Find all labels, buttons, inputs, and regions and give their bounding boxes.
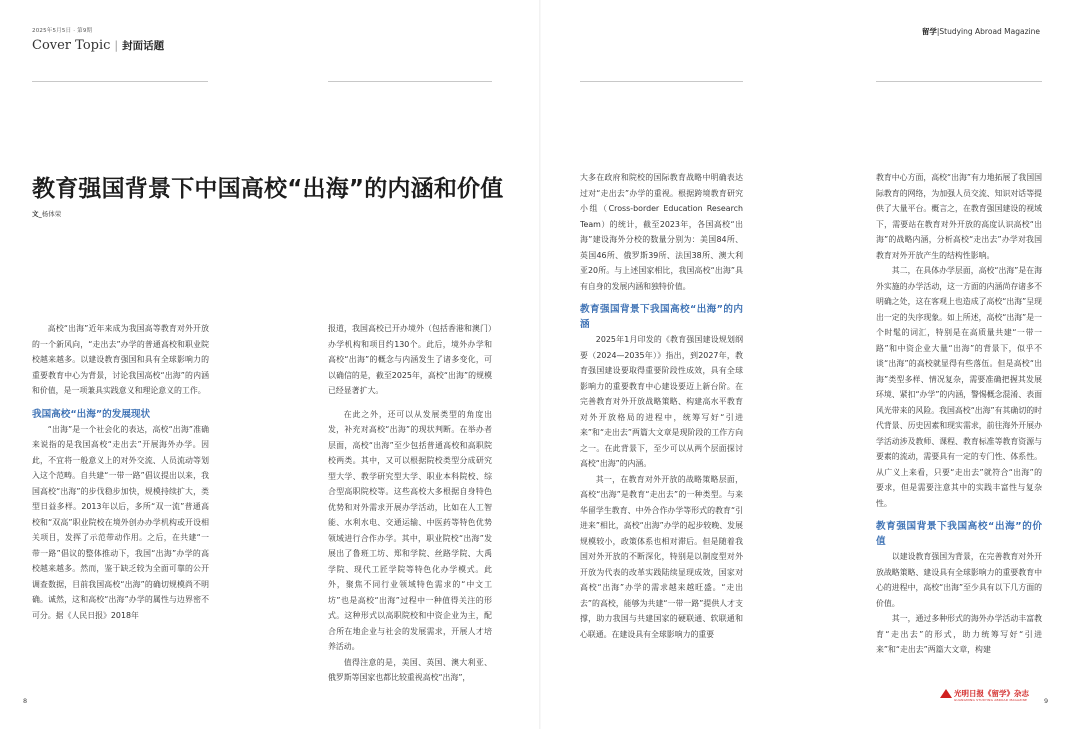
section-heading: 教育强国背景下我国高校“出海”的内涵 [580, 304, 743, 330]
text-column-1 [32, 321, 209, 688]
paragraph: 高校“出海”近年来成为我国高等教育对外开放的一个新风向，“走出去”办学的普通高校和职业院校越来越多。以建设教育强国和具有全球影响力的重要教育中心为背景，讨论我国高校“出海”的内涵和价值，是一项兼具实践意义和理论意义的工作。 [32, 324, 209, 395]
footer-brand-name: 光明日报《留学》杂志 [954, 689, 1029, 698]
section-heading: 教育强国背景下我国高校“出海”的价值 [876, 521, 1042, 547]
paragraph: 其二，在具体办学层面，高校“出海”是在海外实施的办学活动，这一方面的内涵尚存诸多不明确之处，这在客观上也造成了高校“出海”呈现出一定的失序现象。如上所述，高校“出海”是一个时髦的词汇，特别是在高质量共建“一带一路”和中资企业大量“出海”的背景下，似乎不谈“出海”的高校就显得有些落伍。但是高校“出海”类型多样、情况复杂，需要准确把握其发展环境、紧扣“办学”的内涵，警惕概念混淆、表面风光带来的风险。我国高校“出海”有其确切的时代背景、历史因素和现实需求，前往海外开展办学活动涉及教师、课程、教育标准等教育资源与要素的流动，需要具有一定的专门性、体系性。从广义上来看，只要“走出去”就符合“出海”的要求，但是需要注意其中的实践丰富性与复杂性。 [876, 266, 1042, 508]
section-separator: | [114, 39, 119, 52]
section-title-cn: 封面话题 [122, 40, 165, 52]
magazine-name: Studying Abroad Magazine [939, 27, 1040, 36]
author-label: 文_ [32, 210, 42, 218]
paragraph: 报道，我国高校已开办境外（包括香港和澳门）办学机构和项目约130个。此后，境外办学和高校“出海”的概念与内涵发生了诸多变化，可以确信的是，截至2025年，高校“出海”的规模已经显著扩大。 [328, 324, 492, 395]
paragraph: 以建设教育强国为背景，在完善教育对外开放战略策略、建设具有全球影响力的重要教育中心的进程中，高校“出海”至少具有以下几方面的价值。 [876, 552, 1042, 608]
author-line [32, 209, 61, 218]
footer-brand-subtitle: GUANGMING STUDYING ABROAD MAGAZINE [954, 698, 1028, 702]
issue-date: 2025年5月5日 · 第9期 [32, 28, 93, 34]
section-heading: 我国高校“出海”的发展现状 [32, 408, 151, 420]
section-header [32, 38, 164, 53]
paragraph: “出海”是一个社会化的表达，高校“出海”准确来说指的是我国高校“走出去”开展海外办学。因此，不宜将一般意义上的对外交流、人员流动等划入这个范畴。自共建“一带一路”倡议提出以来，我国高校“出海”的步伐稳步加快，规模持续扩大，类型日益多样。2013年以后，多所“双一流”普通高校和“双高”职业院校在境外创办办学机构或开设相关项目，发挥了示范带动作用。之后，在共建“一带一路”倡议的整体推动下，我国“出海”办学的高校越来越多。然而，鉴于缺乏较为全面可靠的公开调查数据，目前我国高校“出海”的确切规模尚不明确。诚然，这和高校“出海”办学的属性与边界密不可分。据《人民日报》2018年 [32, 424, 209, 620]
paragraph: 教育中心方面，高校“出海”有力地拓展了我国国际教育的网络，为加强人员交流、知识对话等提供了大量平台。概言之，在教育强国建设的视域下，需要站在教育对外开放的高度认识高校“出海”的战略内涵，分析高校“走出去”办学对我国教育对外开放产生的结构性影响。 [876, 173, 1042, 260]
paragraph: 其一，在教育对外开放的战略策略层面，高校“出海”是教育“走出去”的一种类型。与来华留学生教育、中外合作办学等形式的教育“引进来”相比，高校“出海”办学的起步较晚、发展规模较小，政策体系也相对滞后。但是随着我国对外开放的不断深化，特别是以制度型对外开放为代表的改革实践陆续显现成效，国家对高校“出海”办学的需求越来越旺盛。“走出去”的高校，能够为共建“一带一路”提供人才支撑，助力我国与共建国家的硬联通、软联通和心联通。在建设具有全球影响力的重要 [580, 474, 743, 639]
text-column-3 [580, 170, 743, 688]
page-number-right: 9 [1044, 697, 1049, 705]
paragraph: 在此之外，还可以从发展类型的角度出发，补充对高校“出海”的现状判断。在举办者层面，高校“出海”至少包括普通高校和高职院校两类。其中，又可以根据院校类型分成研究型大学、教学研究型大学、职业本科院校、综合型高职院校等。这些高校大多根据自身特色优势和对外需求开展办学活动，比如在人工智能、水利水电、交通运输、中医药等特色优势领域进行合作办学。其中，职业院校“出海”发展出了鲁班工坊、郑和学院、丝路学院、大禹学院、现代工匠学院等特色化办学模式。此外，聚焦不同行业领域特色需求的“中文工坊”也是高校“出海”过程中一种值得关注的形式。这种形式以高职院校和中资企业为主，配合所在地企业与社会的发展需求，开展人才培养活动。 [328, 409, 492, 651]
header-rule [580, 81, 743, 82]
header-rule [328, 81, 492, 82]
paragraph: 值得注意的是，美国、英国、澳大利亚、俄罗斯等国家也都比较重视高校“出海”， [328, 657, 492, 682]
magazine-title: 留学|Studying Abroad Magazine [921, 27, 1040, 36]
paragraph: 大多在政府和院校的国际教育战略中明确表达过对“走出去”办学的重视。根据跨境教育研究小组（Cross-border Education Research Team）的统计，截至2023年，各国高校“出海”建设海外分校的数量分别为：美国84所、英国46所、俄罗斯39所、法国38所、澳大利亚20所。与上述国家相比，我国高校“出海”具有自身的发展内涵和独特价值。 [580, 173, 743, 291]
text-column-4 [876, 170, 1042, 688]
header-rule [876, 81, 1042, 82]
section-title-en: Cover Topic [32, 38, 111, 53]
article-title: 教育强国背景下中国高校“出海”的内涵和价值 [32, 176, 504, 202]
text-column-2 [328, 321, 492, 688]
magazine-logo: 留学 [921, 27, 937, 36]
header-rule [32, 81, 208, 82]
footer-brand-logo [940, 688, 1029, 702]
page-number-left: 8 [23, 697, 28, 705]
paragraph: 其一，通过多种形式的海外办学活动丰富教育“走出去”的形式，助力统筹写好“引进来”和“走出去”两篇大文章，构建 [876, 614, 1042, 654]
author-name: 杨体荣 [41, 210, 62, 218]
brand-mark-icon [940, 689, 952, 698]
paragraph: 2025年1月印发的《教育强国建设规划纲要（2024—2035年）》指出，到2027年，教育强国建设要取得重要阶段性成效，具有全球影响力的重要教育中心建设要迈上新台阶。在完善教育对外开放战略策略、构建高水平教育对外开放格局的进程中，统筹写好“引进来”和“走出去”两篇大文章是现阶段的工作方向之一。在此背景下，至少可以从两个层面探讨高校“出海”的内涵。 [580, 335, 743, 468]
